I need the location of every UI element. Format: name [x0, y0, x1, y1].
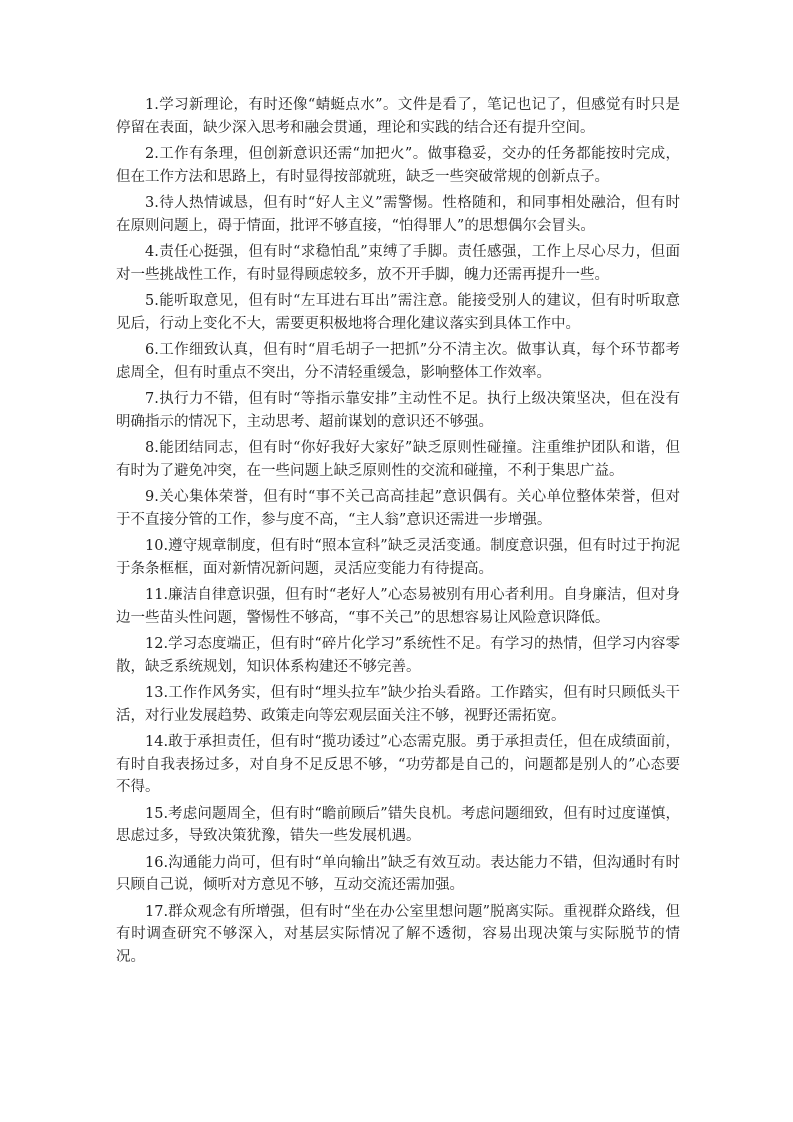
paragraph-2: 2.工作有条理，但创新意识还需“加把火”。做事稳妥，交办的任务都能按时完成，但在工作方法和思路上，有时显得按部就班，缺乏一些突破常规的创新点子。	[116, 146, 680, 185]
paragraph-1: 1.学习新理论，有时还像“蜻蜓点水”。文件是看了，笔记也记了，但感觉有时只是停留在表面，缺少深入思考和融会贯通，理论和实践的结合还有提升空间。	[116, 97, 680, 136]
paragraph-9: 9.关心集体荣誉，但有时“事不关己高高挂起”意识偶有。关心单位整体荣誉，但对于不直接分管的工作，参与度不高，“主人翁”意识还需进一步增强。	[116, 489, 680, 528]
paragraph-17: 17.群众观念有所增强，但有时“坐在办公室里想问题”脱离实际。重视群众路线，但有时调查研究不够深入，对基层实际情况了解不透彻，容易出现决策与实际脱节的情况。	[116, 903, 680, 965]
paragraph-5: 5.能听取意见，但有时“左耳进右耳出”需注意。能接受别人的建议，但有时听取意见后，行动上变化不大，需要更积极地将合理化建议落实到具体工作中。	[116, 293, 680, 332]
paragraph-13: 13.工作作风务实，但有时“埋头拉车”缺少抬头看路。工作踏实，但有时只顾低头干活，对行业发展趋势、政策走向等宏观层面关注不够，视野还需拓宽。	[116, 685, 680, 724]
paragraph-12: 12.学习态度端正，但有时“碎片化学习”系统性不足。有学习的热情，但学习内容零散，缺乏系统规划，知识体系构建还不够完善。	[116, 636, 680, 675]
paragraph-15: 15.考虑问题周全，但有时“瞻前顾后”错失良机。考虑问题细致，但有时过度谨慎，思虑过多，导致决策犹豫，错失一些发展机遇。	[116, 805, 680, 844]
paragraph-16: 16.沟通能力尚可，但有时“单向输出”缺乏有效互动。表达能力不错，但沟通时有时只顾自己说，倾听对方意见不够，互动交流还需加强。	[116, 854, 680, 893]
paragraph-7: 7.执行力不错，但有时“等指示靠安排”主动性不足。执行上级决策坚决，但在没有明确指示的情况下，主动思考、超前谋划的意识还不够强。	[116, 391, 680, 430]
paragraph-8: 8.能团结同志，但有时“你好我好大家好”缺乏原则性碰撞。注重维护团队和谐，但有时为了避免冲突，在一些问题上缺乏原则性的交流和碰撞，不利于集思广益。	[116, 440, 680, 479]
paragraph-6: 6.工作细致认真，但有时“眉毛胡子一把抓”分不清主次。做事认真，每个环节都考虑周全，但有时重点不突出，分不清轻重缓急，影响整体工作效率。	[116, 342, 680, 381]
paragraph-10: 10.遵守规章制度，但有时“照本宣科”缺乏灵活变通。制度意识强，但有时过于拘泥于条条框框，面对新情况新问题，灵活应变能力有待提高。	[116, 538, 680, 577]
paragraph-14: 14.敢于承担责任，但有时“揽功诿过”心态需克服。勇于承担责任，但在成绩面前，有时自我表扬过多，对自身不足反思不够，“功劳都是自己的，问题都是别人的”心态要不得。	[116, 734, 680, 795]
paragraph-4: 4.责任心挺强，但有时“求稳怕乱”束缚了手脚。责任感强，工作上尽心尽力，但面对一些挑战性工作，有时显得顾虑较多，放不开手脚，魄力还需再提升一些。	[116, 244, 680, 283]
paragraph-11: 11.廉洁自律意识强，但有时“老好人”心态易被别有用心者利用。自身廉洁，但对身边一些苗头性问题，警惕性不够高，“事不关己”的思想容易让风险意识降低。	[116, 587, 680, 626]
document-body	[116, 94, 680, 972]
paragraph-3: 3.待人热情诚恳，但有时“好人主义”需警惕。性格随和，和同事相处融洽，但有时在原则问题上，碍于情面，批评不够直接，“怕得罪人”的思想偶尔会冒头。	[116, 195, 680, 234]
